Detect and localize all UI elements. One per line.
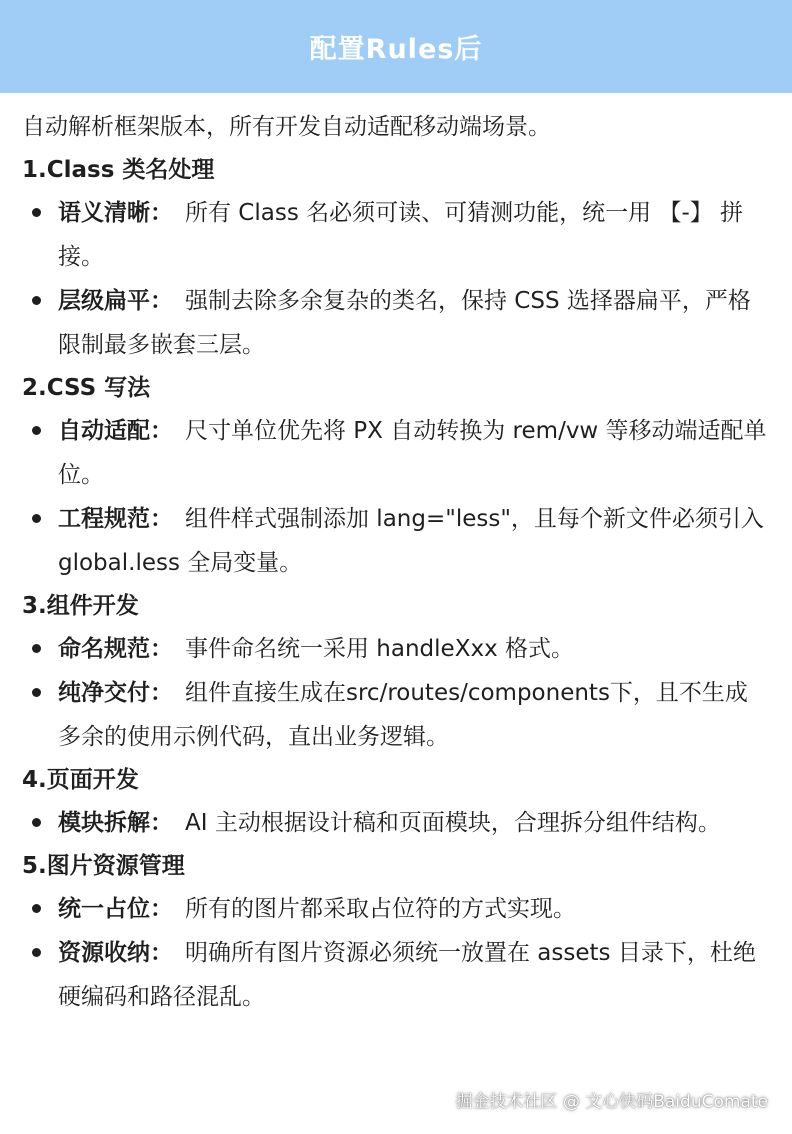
list-item	[22, 409, 770, 497]
item-label: 模块拆解：	[58, 810, 173, 836]
item-label: 命名规范：	[58, 636, 173, 662]
item-text: AI 主动根据设计稿和页面模块，合理拆分组件结构。	[185, 810, 721, 836]
item-text: 明确所有图片资源必须统一放置在 assets 目录下，杜绝硬编码和路径混乱。	[58, 940, 756, 1010]
list-item	[22, 497, 770, 585]
item-text: 所有 Class 名必须可读、可猜测功能，统一用 【-】 拼接。	[58, 200, 744, 270]
item-text: 组件样式强制添加 lang="less"，且每个新文件必须引入 global.less 全局变量。	[58, 506, 764, 576]
item-text: 事件命名统一采用 handleXxx 格式。	[185, 636, 574, 662]
bullet-icon	[32, 948, 41, 957]
list-item	[22, 191, 770, 279]
bullet-icon	[32, 688, 41, 697]
section-image-assets	[22, 845, 770, 1019]
section-component-dev	[22, 585, 770, 759]
bullet-icon	[32, 514, 41, 523]
item-label: 工程规范：	[58, 506, 173, 532]
bullet-icon	[32, 208, 41, 217]
item-text: 所有的图片都采取占位符的方式实现。	[185, 896, 576, 922]
rule-list	[22, 409, 770, 585]
section-title: 2.CSS 写法	[22, 375, 151, 401]
item-label: 自动适配：	[58, 418, 173, 444]
bullet-icon	[32, 818, 41, 827]
item-label: 纯净交付：	[58, 680, 173, 706]
list-item	[22, 279, 770, 367]
list-item	[22, 931, 770, 1019]
section-title: 5.图片资源管理	[22, 853, 185, 879]
list-item	[22, 671, 770, 759]
item-text: 强制去除多余复杂的类名，保持 CSS 选择器扁平，严格限制最多嵌套三层。	[58, 288, 751, 358]
item-text: 尺寸单位优先将 PX 自动转换为 rem/vw 等移动端适配单位。	[58, 418, 767, 488]
intro-text: 自动解析框架版本，所有开发自动适配移动端场景。	[22, 114, 551, 140]
item-label: 统一占位：	[58, 896, 173, 922]
item-text: 组件直接生成在src/routes/components下，且不生成多余的使用示例代码，直出业务逻辑。	[58, 680, 748, 750]
list-item	[22, 627, 770, 671]
item-label: 语义清晰：	[58, 200, 173, 226]
rule-list	[22, 801, 770, 845]
bullet-icon	[32, 426, 41, 435]
watermark: 掘金技术社区 @ 文心快码BaiduComate	[455, 1092, 768, 1112]
bullet-icon	[32, 904, 41, 913]
rule-list	[22, 191, 770, 367]
page-title: 配置Rules后	[309, 34, 483, 65]
list-item	[22, 887, 770, 931]
section-page-dev	[22, 759, 770, 845]
item-label: 资源收纳：	[58, 940, 173, 966]
section-title: 3.组件开发	[22, 593, 139, 619]
section-title: 4.页面开发	[22, 767, 139, 793]
bullet-icon	[32, 296, 41, 305]
page-header	[0, 0, 792, 93]
bullet-icon	[32, 644, 41, 653]
section-css-writing	[22, 367, 770, 585]
item-label: 层级扁平：	[58, 288, 173, 314]
rule-list	[22, 627, 770, 759]
list-item	[22, 801, 770, 845]
section-title: 1.Class 类名处理	[22, 157, 215, 183]
section-class-naming	[22, 149, 770, 367]
rule-list	[22, 887, 770, 1019]
content-body	[0, 93, 792, 1019]
